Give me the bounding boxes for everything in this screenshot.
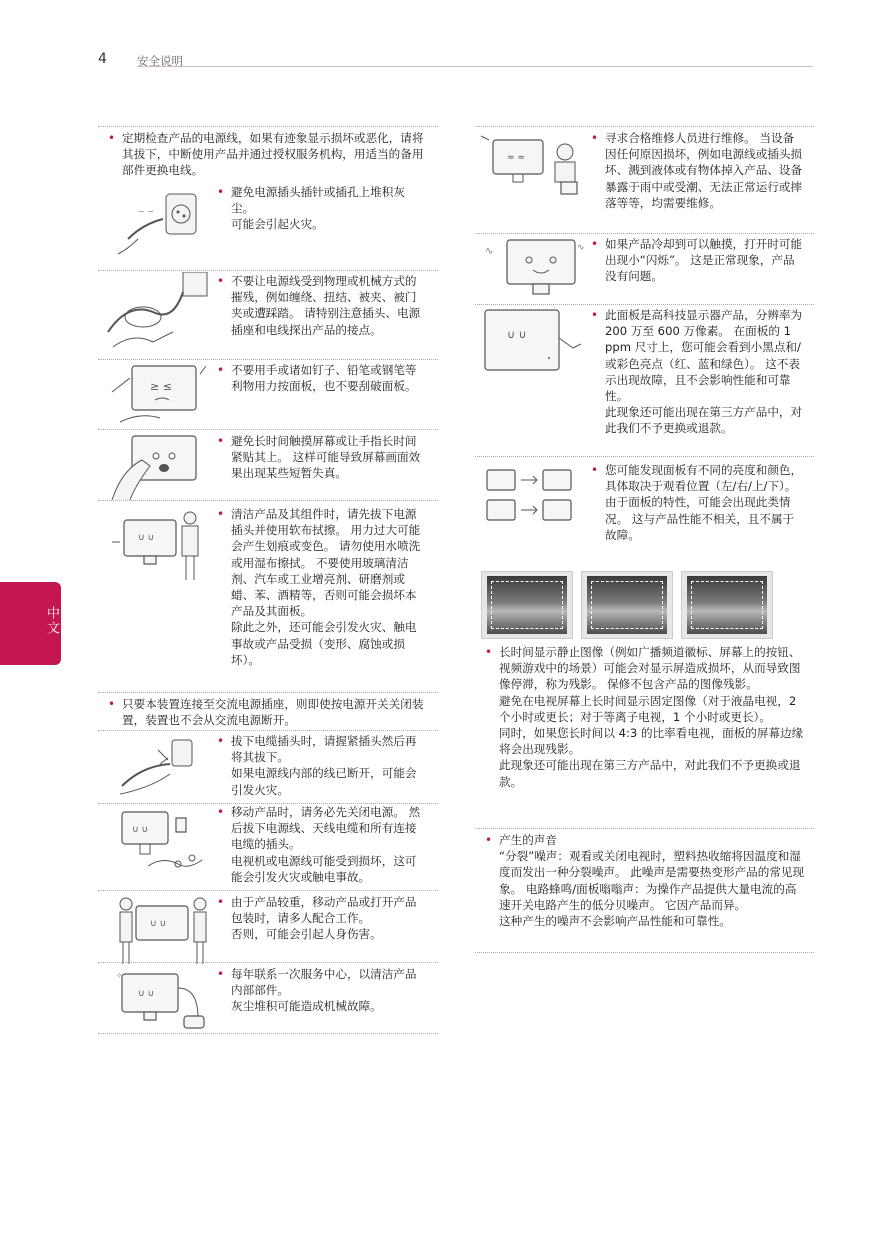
svg-text:∪ ∪: ∪ ∪ (138, 533, 155, 543)
image-retention-photo-2 (581, 571, 673, 639)
svg-text:≈ ≈: ≈ ≈ (507, 153, 525, 163)
header-rule (137, 66, 813, 67)
divider (475, 952, 814, 953)
item-cord-damage: • 不要让电源线受到物理或机械方式的摧残，例如缠绕、扭结、被夹、被门夹或遭踩踏。 请特别注意插头、电源插座和电线探出产品的接点。 (217, 274, 421, 337)
divider (475, 828, 814, 829)
svg-text:∪ ∪: ∪ ∪ (507, 328, 527, 341)
divider (98, 126, 438, 127)
page-number: 4 (98, 51, 107, 67)
item-dust-inside: • 每年联系一次服务中心，以清洁产品内部部件。 灰尘堆积可能造成机械故障。 (217, 967, 417, 1014)
item-touch-screen: • 避免长时间触摸屏幕或让手指长时间紧贴其上。 这样可能导致屏幕画面效果出现某些短暂失真。 (217, 434, 421, 481)
cord-damage-icon (103, 272, 208, 356)
svg-text:∿: ∿ (577, 243, 585, 253)
svg-text:≥ ≤: ≥ ≤ (150, 380, 172, 393)
language-tab-label: 中文 (44, 606, 59, 636)
svg-text:∪ ∪: ∪ ∪ (138, 989, 155, 999)
unplug-icon (118, 736, 208, 798)
svg-text:~ ~: ~ ~ (138, 207, 154, 216)
item-move-tv: • 移动产品时，请务必先关闭电源。 然后拔下电源线、天线电缆和所有连接电缆的插头。 电视机或电源线可能受到损坏，这可能会引发火灾或触电事故。 (217, 805, 421, 884)
svg-text:∿: ∿ (485, 246, 494, 257)
pixel-tv-icon (481, 308, 585, 378)
language-tab (0, 582, 61, 665)
item-crackle: • 如果产品冷却到可以触摸，打开时可能出现小“闪烁”。 这是正常现象，产品没有问题。 (591, 237, 803, 284)
item-viewing-angle: • 您可能发现面板有不同的亮度和颜色，具体取决于观看位置（左/右/上/下）。 由于面板的特性，可能会出现此类情况。 这与产品性能不相关，且不属于故障。 (591, 463, 803, 542)
crackle-tv-icon (479, 236, 585, 302)
left-column (98, 126, 438, 1036)
item-press-panel: • 不要用手或诸如钉子、铅笔或钢笔等利物用力按面板，也不要刮破面板。 (217, 363, 417, 394)
move-tv-icon (118, 808, 208, 874)
item-unplug: • 拔下电缆插头时，请握紧插头然后再将其拔下。 如果电源线内部的线已断开，可能会引发火灾。 (217, 734, 417, 797)
item-image-retention: • 长时间显示静止图像（例如广播频道徽标、屏幕上的按钮、视频游戏中的场景）可能会对显示屏造成损坏，从而导致图像停滞，称为残影。 保修不包含产品的图像残影。 避免在电视屏幕上长时间显示固定图像（对于液晶电视，2 个小时或更长；对于等离子电视，1 个小时或更长）。 同时，如果您长时间以 4:3 的比率看电视，面板的屏幕边缘将会出现残影。 此现象还可能出现在第三方产品中，对此我们不予更换或退款。 (485, 645, 804, 789)
two-people-carry-icon (118, 896, 208, 966)
service-technician-icon (479, 130, 585, 204)
cleaning-icon (110, 510, 208, 584)
touch-screen-icon (110, 432, 208, 502)
dust-inside-icon (114, 968, 208, 1030)
image-retention-photo-1 (481, 571, 573, 639)
item-two-people-carry: • 由于产品较重，移动产品或打开产品包装时，请多人配合工作。 否则，可能会引起人身伤害。 (217, 895, 417, 942)
intro-ac-power: • 只要本装置连接至交流电源插座，则即使按电源开关关闭装置，装置也不会从交流电源断开。 (108, 697, 424, 728)
section-title: 安全说明 (137, 54, 183, 68)
svg-text:∪ ∪: ∪ ∪ (132, 825, 149, 835)
press-panel-icon (110, 362, 208, 426)
plug-dust-icon (108, 184, 208, 264)
item-noise: • 产生的声音 “分裂”噪声：观看或关闭电视时，塑料热收缩将因温度和湿度而发出一种分裂噪声。 此噪声是需要热变形产品的常见现象。 电路蜂鸣/面板嗡嗡声：为操作产品提供大量电流的高速开关电路产生的低分贝噪声。 它因产品而异。 这种产生的噪声不会影响产品性能和可靠性。 (485, 833, 805, 929)
item-pixel: • 此面板是高科技显示器产品，分辨率为 200 万至 600 万像素。 在面板的 1 ppm 尺寸上，您可能会看到小黑点和/或彩色亮点（红、蓝和绿色）。 这不表示出现故障，且不会影响性能和可靠性。 此现象还可能出现在第三方产品中，对此我们不予更换或退款。 (591, 308, 803, 436)
right-column (475, 126, 814, 954)
svg-text:✧: ✧ (116, 971, 123, 980)
intro-power-cord: • 定期检查产品的电源线，如果有迹象显示损坏或恶化，请将其拔下，中断使用产品并通过授权服务机构，用适当的备用部件更换电线。 (108, 131, 424, 178)
item-plug-dust: • 避免电源插头插针或插孔上堆积灰尘。 可能会引起火灾。 (217, 185, 405, 232)
svg-text:∪ ∪: ∪ ∪ (150, 919, 167, 929)
item-service: • 寻求合格维修人员进行维修。 当设备因任何原因损坏，例如电源线或插头损坏、溅到液体或有物体掉入产品、设备暴露于雨中或受潮、无法正常运行或摔落等等，均需要维修。 (591, 131, 803, 210)
image-retention-photo-3 (681, 571, 773, 639)
item-cleaning: • 清洁产品及其组件时，请先拔下电源插头并使用软布拭擦。 用力过大可能会产生划痕或变色。 请勿使用水喷洗或用湿布擦拭。 不要使用玻璃清洁剂、汽车或工业增亮剂、研磨剂或蜡、苯、酒精等，否则可能会损坏本产品及其面板。 除此之外，还可能会引发火灾、触电事故或产品受损（变形、腐蚀或损坏）。 (217, 507, 421, 667)
viewing-angle-icon (481, 464, 585, 528)
